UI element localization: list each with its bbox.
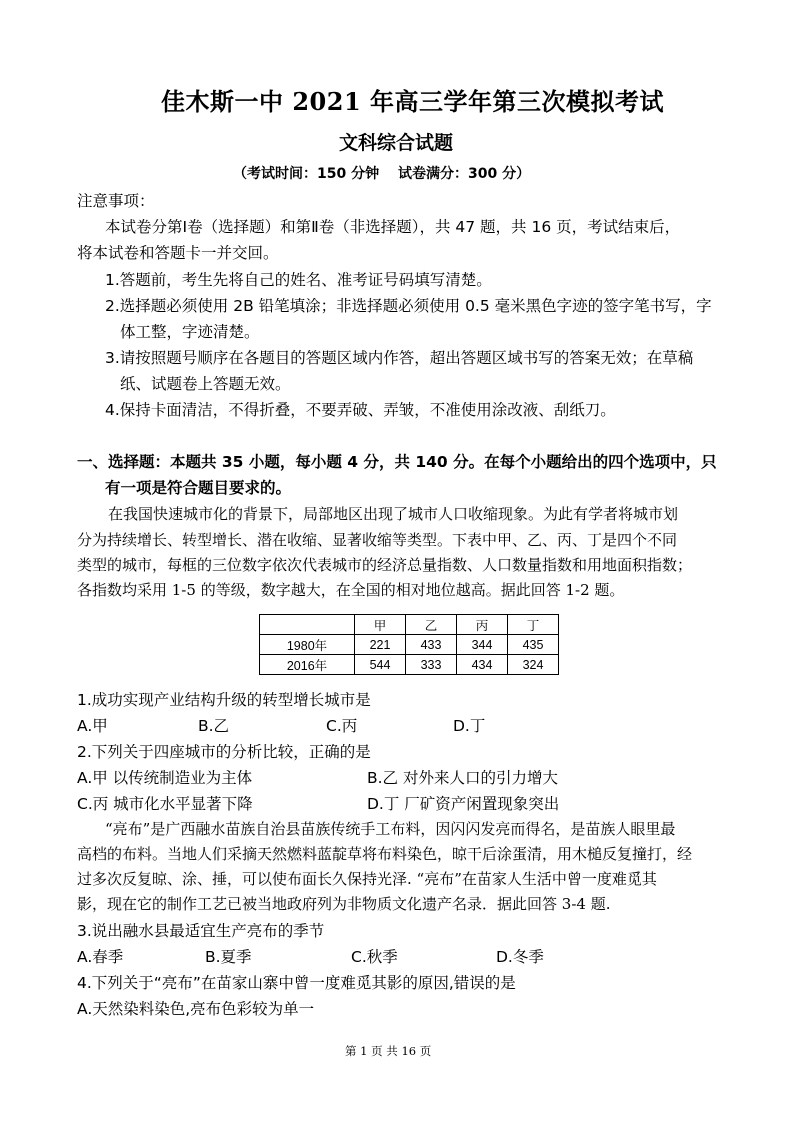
table-cell: 324 [508, 655, 559, 675]
q2-option-d: D.丁 厂矿资产闲置现象突出 [367, 795, 560, 813]
table-header-cell: 丁 [508, 615, 559, 635]
table-cell: 221 [355, 635, 406, 655]
notice-item-2: 2.选择题必须使用 2B 铅笔填涂；非选择题必须使用 0.5 毫米黑色字迹的签字笔书写，字 [105, 297, 712, 315]
passage1-line3: 类型的城市，每框的三位数字依次代表城市的经济总量指数、人口数量指数和用地面积指数； [77, 556, 693, 574]
passage1-line2: 分为持续增长、转型增长、潜在收缩、显著收缩等类型。下表中甲、乙、丙、丁是四个不同 [77, 531, 678, 549]
notice-item-3: 3.请按照题号顺序在各题目的答题区域内作答，超出答题区域书写的答案无效；在草稿 [105, 349, 694, 367]
notice-intro-line1: 本试卷分第Ⅰ卷（选择题）和第Ⅱ卷（非选择题），共 47 题，共 16 页，考试结束后， [105, 218, 681, 236]
table-header-row [260, 615, 559, 635]
section-heading-line2: 有一项是符合题目要求的。 [105, 479, 292, 497]
passage1-line4: 各指数均采用 1-5 的等级，数字越大，在全国的相对地位越高。据此回答 1-2 题。 [77, 581, 625, 599]
passage2-line3: 过多次反复晾、涂、捶，可以使布面长久保持光泽. “亮布”在苗家人生活中曾一度难觅其 [77, 870, 657, 888]
table-header-cell: 甲 [355, 615, 406, 635]
q1-option-c: C.丙 [326, 717, 358, 735]
table-header-cell [260, 615, 355, 635]
q3-stem: 3.说出融水县最适宜生产亮布的季节 [77, 922, 325, 940]
passage2-line4: 影，现在它的制作工艺已被当地政府列为非物质文化遗产名录．据此回答 3-4 题. [77, 895, 611, 913]
table-header-cell: 丙 [457, 615, 508, 635]
page-title: 佳木斯一中 2021 年高三学年第三次模拟考试 [161, 87, 665, 116]
q3-option-b: B.夏季 [205, 948, 252, 966]
table-cell: 2016年 [260, 655, 355, 675]
q3-option-c: C.秋季 [351, 948, 398, 966]
notice-item-4: 4.保持卡面清洁，不得折叠，不要弄破、弄皱，不准使用涂改液、刮纸刀。 [105, 401, 616, 419]
q3-option-a: A.春季 [77, 948, 124, 966]
q2-option-a: A.甲 以传统制造业为主体 [77, 769, 253, 787]
table-cell: 434 [457, 655, 508, 675]
q1-option-a: A.甲 [77, 717, 108, 735]
q4-option-a: A.天然染料染色,亮布色彩较为单一 [77, 1000, 315, 1018]
q2-stem: 2.下列关于四座城市的分析比较，正确的是 [77, 743, 371, 761]
table-cell: 333 [406, 655, 457, 675]
notice-heading: 注意事项： [77, 192, 155, 210]
q1-option-b: B.乙 [198, 717, 230, 735]
q2-option-c: C.丙 城市化水平显著下降 [77, 795, 253, 813]
passage2-line1: “亮布”是广西融水苗族自治县苗族传统手工布料，因闪闪发亮而得名，是苗族人眼里最 [105, 820, 676, 838]
table-cell: 433 [406, 635, 457, 655]
q1-option-d: D.丁 [453, 717, 486, 735]
table-cell: 544 [355, 655, 406, 675]
table-header-cell: 乙 [406, 615, 457, 635]
q2-option-b: B.乙 对外来人口的引力增大 [367, 769, 558, 787]
passage1-line1: 在我国快速城市化的背景下，局部地区出现了城市人口收缩现象。为此有学者将城市划 [108, 505, 679, 523]
exam-info: （考试时间：150 分钟 试卷满分：300 分） [233, 166, 531, 182]
page-subtitle: 文科综合试题 [339, 132, 454, 154]
q1-stem: 1.成功实现产业结构升级的转型增长城市是 [77, 691, 371, 709]
table-row [260, 635, 559, 655]
table-cell: 1980年 [260, 635, 355, 655]
notice-item-2-cont: 体工整，字迹清楚。 [120, 323, 260, 341]
q4-stem: 4.下列关于“亮布”在苗家山寨中曾一度难觅其影的原因,错误的是 [77, 974, 516, 992]
table-cell: 344 [457, 635, 508, 655]
q3-option-d: D.冬季 [496, 948, 544, 966]
table-row [260, 655, 559, 675]
notice-item-1: 1.答题前，考生先将自己的姓名、准考证号码填写清楚。 [105, 271, 492, 289]
notice-item-3-cont: 纸、试题卷上答题无效。 [120, 375, 291, 393]
table-cell: 435 [508, 635, 559, 655]
page-number: 第 1 页 共 16 页 [345, 1044, 432, 1058]
passage2-line2: 高档的布料。当地人们采摘天然燃料蓝靛草将布料染色，晾干后涂蛋清，用木槌反复撞打，经 [77, 845, 693, 863]
notice-intro-line2: 将本试卷和答题卡一并交回。 [77, 244, 279, 262]
city-index-table [259, 614, 559, 675]
section-heading-line1: 一、选择题：本题共 35 小题，每小题 4 分，共 140 分。在每个小题给出的四个选项中，只 [77, 453, 717, 471]
